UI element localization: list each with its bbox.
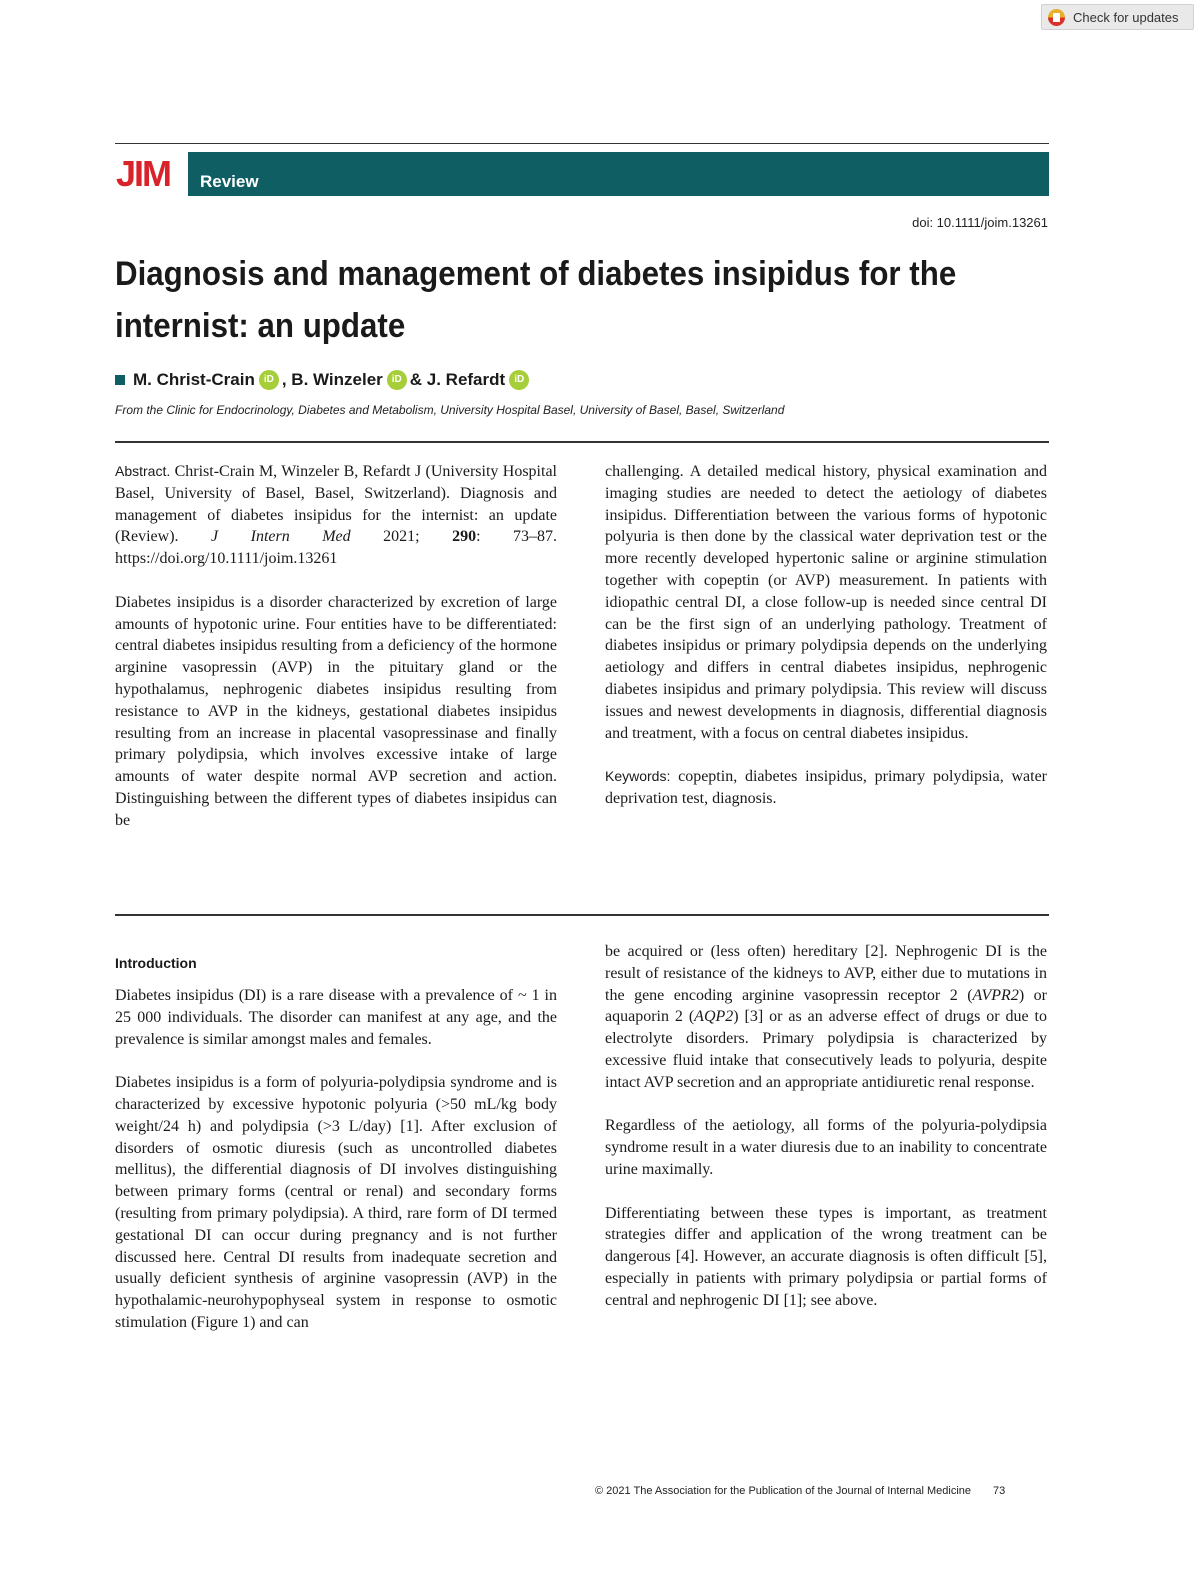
author-name: M. Christ-Crain: [133, 370, 255, 389]
paragraph: be acquired or (less often) hereditary [2]. Nephrogenic DI is the result of resistance of the kidneys to AVP, either due to mutations in the gene encoding arginine vasopressin receptor 2 (AVPR2) or aquaporin 2 (AQP2) [3] or as an adverse effect of drugs or due to electrolyte disorders. Primary polydipsia is characterized by excessive fluid intake that consecutively leads to polyuria, despite intact AVP secretion and an appropriate antidiuretic renal response.: [605, 943, 1047, 1091]
check-for-updates-button[interactable]: [1041, 4, 1194, 30]
check-for-updates-label: Check for updates: [1073, 9, 1179, 25]
body-right-column: [605, 941, 1047, 1312]
abstract-right-column: [605, 461, 1047, 810]
journal-logo: JIM: [116, 153, 171, 194]
affiliation: From the Clinic for Endocrinology, Diabetes and Metabolism, University Hospital Basel, University of Basel, Basel, Switzerland: [115, 403, 785, 417]
copyright: © 2021 The Association for the Publication of the Journal of Internal Medicine: [595, 1485, 972, 1497]
paragraph: Differentiating between these types is important, as treatment strategies differ and application of the wrong treatment can be dangerous [4]. However, an accurate diagnosis is often difficult [5], especially in patients with primary polydipsia or partial forms of central and nephrogenic DI [1]; see above.: [605, 1204, 1047, 1309]
section-label: Review: [200, 172, 259, 191]
orcid-icon[interactable]: iD: [259, 370, 279, 390]
keywords: Keywords: copeptin, diabetes insipidus, primary polydipsia, water deprivation test, diagnosis.: [605, 768, 1047, 807]
paragraph: Diabetes insipidus is a form of polyuria-polydipsia syndrome and is characterized by excessive hypotonic polyuria (>50 mL/kg body weight/24 h) and polydipsia (>3 L/day) [1]. After exclusion of disorders of osmotic diuresis (such as uncontrolled diabetes mellitus), the differential diagnosis of DI involves distinguishing between primary forms (central or renal) and secondary forms (resulting from primary polydipsia). A third, rare form of DI termed gestational DI can occur during pregnancy and is not further discussed here. Central DI results from inadequate secretion and usually deficient synthesis of arginine vasopressin (AVP) in the hypothalamic-neurohypophyseal system in response to osmotic stimulation (Figure 1) and can: [115, 1074, 557, 1331]
volume: 290: [452, 528, 477, 546]
abstract-label: Abstract.: [115, 463, 171, 479]
article-title: Diagnosis and management of diabetes insipidus for the internist: an update: [115, 255, 957, 345]
abstract-left-column: [115, 461, 557, 832]
top-rule: [115, 143, 1049, 144]
doi-text: doi: 10.1111/joim.13261: [912, 215, 1048, 230]
section-band: [188, 152, 1049, 196]
author-name: , B. Winzeler: [281, 370, 383, 389]
author-list: [115, 370, 532, 390]
abstract-citation: Abstract. Christ-Crain M, Winzeler B, Refardt J (University Hospital Basel, University of Basel, Basel, Switzerland). Diagnosis and management of diabetes insipidus for the internist: an update (Review). J Intern Med 2021; 290: 73–87. https://doi.org/10.1111/joim.13261: [115, 463, 557, 568]
author-bullet-icon: [115, 375, 125, 385]
page-footer: [595, 1485, 1005, 1497]
gene-name: AQP2: [694, 1008, 734, 1026]
paragraph: Diabetes insipidus (DI) is a rare disease with a prevalence of ~ 1 in 25 000 individuals. The disorder can manifest at any age, and the prevalence is similar amongst males and females.: [115, 987, 557, 1048]
paragraph: Regardless of the aetiology, all forms of the polyuria-polydipsia syndrome result in a water diuresis due to an inability to concentrate urine maximally.: [605, 1117, 1047, 1178]
abstract-body-left: Diabetes insipidus is a disorder characterized by excretion of large amounts of hypotonic urine. Four entities have to be differentiated: central diabetes insipidus resulting from a deficiency of the hormone arginine vasopressin (AVP) in the pituitary gland or the hypothalamus, nephrogenic diabetes insipidus resulting from resistance to AVP in the kidneys, gestational diabetes insipidus resulting from an increase in placental vasopressinase and finally primary polydipsia, which involves excessive intake of large amounts of water despite normal AVP secretion and action. Distinguishing between the different types of diabetes insipidus can be: [115, 593, 557, 829]
crossmark-icon: [1048, 9, 1065, 26]
gene-name: AVPR2: [972, 986, 1019, 1004]
keywords-label: Keywords:: [605, 768, 671, 785]
abstract-bottom-rule: [115, 914, 1049, 916]
body-left-column: [115, 953, 557, 1334]
page-number: 73: [993, 1485, 1006, 1497]
section-heading: Introduction: [115, 955, 197, 971]
author-name: & J. Refardt: [409, 370, 506, 389]
orcid-icon[interactable]: iD: [387, 370, 407, 390]
orcid-icon[interactable]: iD: [509, 370, 529, 390]
abstract-top-rule: [115, 441, 1049, 443]
doi-link[interactable]: : 73–87. https://doi.org/10.1111/joim.13261: [115, 528, 557, 568]
abstract-body-right: challenging. A detailed medical history, physical examination and imaging studies are needed to detect the aetiology of diabetes insipidus. Differentiation between the various forms of hypotonic polyuria is then done by the classical water deprivation test or the more recently developed hypertonic saline or arginine stimulation together with copeptin (or AVP) measurement. In patients with idiopathic central DI, a close follow-up is needed since central DI can be the first sign of an underlying pathology. Treatment of diabetes insipidus or primary polydipsia depends on the underlying aetiology and differs in central diabetes insipidus, nephrogenic diabetes insipidus and primary polydipsia. This review will discuss issues and newest developments in diagnosis, differential diagnosis and treatment, with a focus on central diabetes insipidus.: [605, 463, 1047, 742]
journal-name: J Intern Med: [211, 528, 351, 546]
